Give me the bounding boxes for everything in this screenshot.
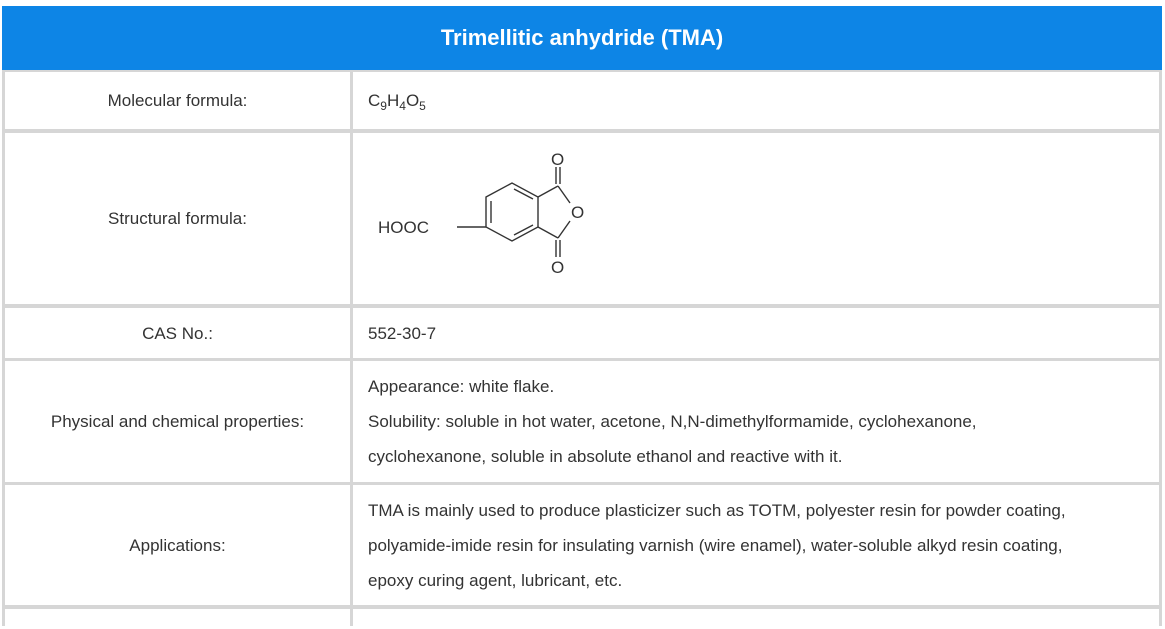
molecular-formula-value: $C_9H_4O_5$ <box>353 72 1159 129</box>
carbonyl-oxygen-top: O <box>551 150 565 169</box>
product-table <box>2 6 1162 626</box>
applications-value <box>353 485 1159 605</box>
properties-line: Solubility: soluble in hot water, acetone, N,N-dimethylformamide, cyclohexanone, <box>368 412 977 431</box>
carbonyl-oxygen-bottom: O <box>551 258 565 277</box>
properties-label: Physical and chemical properties: <box>5 361 350 482</box>
cas-number: 552-30-7 <box>368 323 437 343</box>
properties-line: Appearance: white flake. <box>368 377 555 396</box>
structural-formula-value <box>353 133 1159 304</box>
applications-line: epoxy curing agent, lubricant, etc. <box>368 570 623 590</box>
cas-value <box>353 308 1159 358</box>
next-row-value <box>353 609 1159 629</box>
properties-line: cyclohexanone, soluble in absolute ethanol and reactive with it. <box>368 447 843 466</box>
molecular-formula-label: Molecular formula: <box>5 72 350 129</box>
ring-oxygen: O <box>571 203 585 222</box>
structural-formula-label: Structural formula: <box>5 133 350 304</box>
applications-line: polyamide-imide resin for insulating varnish (wire enamel), water-soluble alkyd resin coating, <box>368 535 1063 555</box>
properties-value <box>353 361 1159 482</box>
carboxyl-group-label: HOOC <box>378 218 429 237</box>
cas-label: CAS No.: <box>5 308 350 358</box>
applications-line: TMA is mainly used to produce plasticizer such as TOTM, polyester resin for powder coating, <box>368 500 1066 520</box>
tma-structure-diagram <box>371 147 611 297</box>
table-title: Trimellitic anhydride (TMA) <box>2 6 1162 70</box>
next-row-label <box>5 609 350 629</box>
applications-label: Applications: <box>5 485 350 605</box>
